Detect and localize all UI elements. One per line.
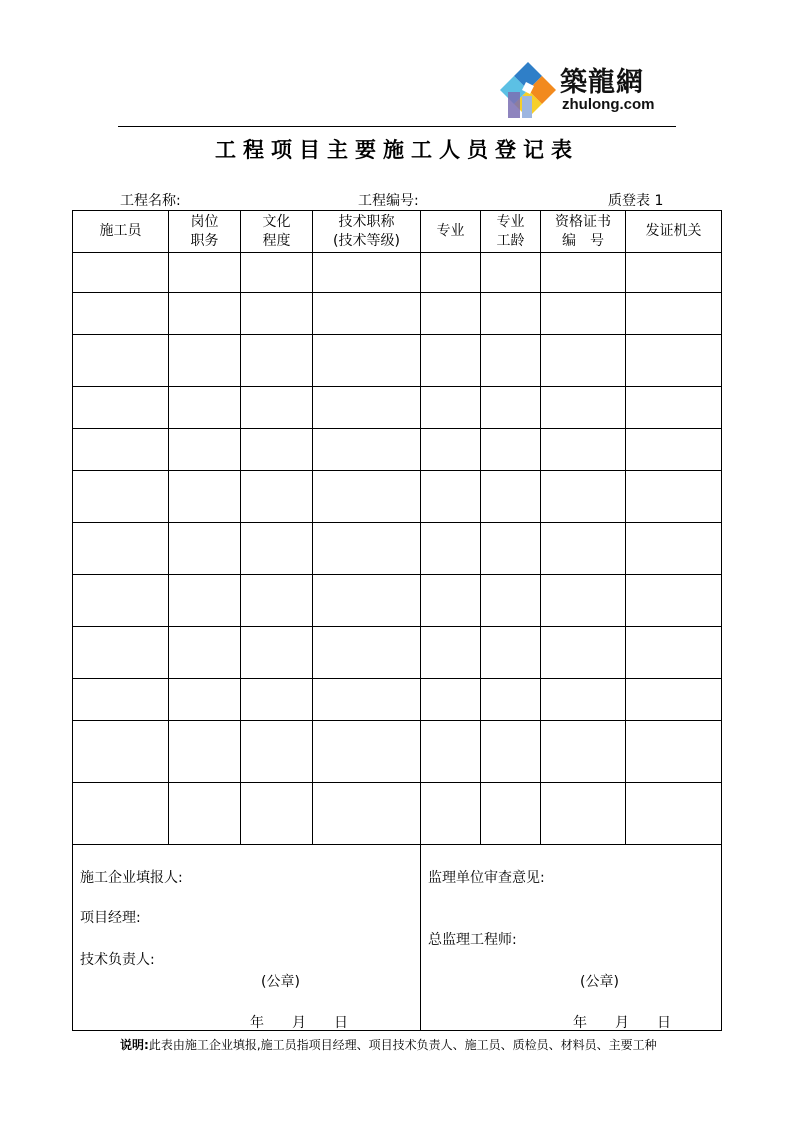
form-code: 质登表 1 — [608, 193, 664, 209]
table-cell[interactable] — [541, 627, 626, 679]
table-cell[interactable] — [626, 721, 722, 783]
table-cell[interactable] — [313, 783, 421, 845]
footnote-text: 此表由施工企业填报,施工员指项目经理、项目技术负责人、施工员、质检员、材料员、主要工种 — [148, 1038, 657, 1052]
right-seal-label: (公章) — [580, 974, 619, 990]
table-cell[interactable] — [313, 627, 421, 679]
table-cell[interactable] — [169, 721, 241, 783]
table-cell[interactable] — [541, 293, 626, 335]
table-cell[interactable] — [421, 293, 481, 335]
table-body — [73, 253, 722, 845]
header-specialty: 专业 — [421, 211, 481, 253]
header-issuer: 发证机关 — [626, 211, 722, 253]
left-seal-label: (公章) — [261, 974, 300, 990]
table-cell[interactable] — [73, 575, 169, 627]
table-row — [73, 253, 722, 293]
table-row — [73, 783, 722, 845]
table-cell[interactable] — [73, 335, 169, 387]
header-position: 岗位 职务 — [169, 211, 241, 253]
table-cell[interactable] — [73, 523, 169, 575]
table-row — [73, 335, 722, 387]
table-cell[interactable] — [421, 679, 481, 721]
table-cell[interactable] — [169, 293, 241, 335]
table-cell[interactable] — [241, 387, 313, 429]
table-cell[interactable] — [421, 627, 481, 679]
table-cell[interactable] — [541, 471, 626, 523]
table-cell[interactable] — [241, 721, 313, 783]
table-cell[interactable] — [481, 523, 541, 575]
table-cell[interactable] — [313, 523, 421, 575]
table-cell[interactable] — [73, 721, 169, 783]
logo-name-cn: 築龍網 — [560, 67, 644, 98]
table-cell[interactable] — [541, 429, 626, 471]
table-cell[interactable] — [313, 335, 421, 387]
table-cell[interactable] — [541, 721, 626, 783]
table-cell[interactable] — [541, 253, 626, 293]
table-row — [73, 627, 722, 679]
table-cell[interactable] — [313, 293, 421, 335]
table-cell[interactable] — [626, 523, 722, 575]
footnote-label: 说明: — [120, 1038, 149, 1052]
logo-name-en: zhulong.com — [562, 96, 655, 113]
project-manager-label: 项目经理: — [80, 910, 141, 926]
table-cell[interactable] — [541, 335, 626, 387]
table-cell[interactable] — [241, 783, 313, 845]
table-cell[interactable] — [421, 783, 481, 845]
table-cell[interactable] — [241, 523, 313, 575]
table-cell[interactable] — [481, 253, 541, 293]
table-cell[interactable] — [169, 335, 241, 387]
table-cell[interactable] — [626, 387, 722, 429]
table-cell[interactable] — [481, 575, 541, 627]
table-cell[interactable] — [626, 429, 722, 471]
table-cell[interactable] — [481, 387, 541, 429]
table-cell[interactable] — [169, 783, 241, 845]
signature-section — [72, 843, 722, 1031]
table-cell[interactable] — [481, 721, 541, 783]
header-education: 文化 程度 — [241, 211, 313, 253]
table-row — [73, 523, 722, 575]
tech-lead-label: 技术负责人: — [80, 952, 155, 968]
table-cell[interactable] — [626, 471, 722, 523]
table-cell[interactable] — [626, 293, 722, 335]
table-cell[interactable] — [241, 253, 313, 293]
table-cell[interactable] — [541, 575, 626, 627]
table-cell[interactable] — [313, 253, 421, 293]
table-cell[interactable] — [241, 627, 313, 679]
table-cell[interactable] — [313, 575, 421, 627]
header-rule — [118, 126, 676, 127]
table-cell[interactable] — [626, 575, 722, 627]
pinwheel-icon — [496, 56, 560, 124]
table-cell[interactable] — [313, 471, 421, 523]
table-cell[interactable] — [421, 523, 481, 575]
table-cell[interactable] — [73, 679, 169, 721]
table-cell[interactable] — [481, 783, 541, 845]
page-title: 工程项目主要施工人员登记表 — [215, 137, 579, 162]
project-code-label: 工程编号: — [358, 193, 419, 209]
table-cell[interactable] — [169, 523, 241, 575]
table-row — [73, 387, 722, 429]
table-cell[interactable] — [313, 721, 421, 783]
table-cell[interactable] — [421, 721, 481, 783]
table-cell[interactable] — [313, 387, 421, 429]
table-cell[interactable] — [73, 293, 169, 335]
table-cell[interactable] — [241, 575, 313, 627]
table-cell[interactable] — [626, 679, 722, 721]
table-cell[interactable] — [421, 575, 481, 627]
table-cell[interactable] — [73, 253, 169, 293]
table-cell[interactable] — [241, 335, 313, 387]
table-cell[interactable] — [73, 783, 169, 845]
table-row — [73, 575, 722, 627]
table-cell[interactable] — [481, 471, 541, 523]
table-cell[interactable] — [626, 335, 722, 387]
table-cell[interactable] — [541, 387, 626, 429]
right-date-label: 年 月 日 — [573, 1015, 671, 1031]
table-cell[interactable] — [626, 783, 722, 845]
table-cell[interactable] — [541, 523, 626, 575]
table-row — [73, 429, 722, 471]
table-cell[interactable] — [626, 627, 722, 679]
table-cell[interactable] — [241, 429, 313, 471]
table-cell[interactable] — [421, 429, 481, 471]
table-cell[interactable] — [626, 253, 722, 293]
signature-divider — [420, 843, 421, 1030]
table-cell[interactable] — [481, 679, 541, 721]
header-worker: 施工员 — [73, 211, 169, 253]
table-cell[interactable] — [241, 293, 313, 335]
table-header-row — [73, 211, 722, 253]
table-cell[interactable] — [481, 335, 541, 387]
table-row — [73, 471, 722, 523]
header-years: 专业 工龄 — [481, 211, 541, 253]
table-cell[interactable] — [421, 335, 481, 387]
table-cell[interactable] — [241, 679, 313, 721]
table-cell[interactable] — [421, 471, 481, 523]
table-cell[interactable] — [169, 679, 241, 721]
left-date-label: 年 月 日 — [250, 1015, 348, 1031]
footnote — [120, 1036, 657, 1053]
table-cell[interactable] — [169, 429, 241, 471]
table-row — [73, 293, 722, 335]
header-certificate: 资格证书 编 号 — [541, 211, 626, 253]
table-row — [73, 679, 722, 721]
table-cell[interactable] — [169, 253, 241, 293]
table-cell[interactable] — [73, 471, 169, 523]
supervisor-opinion-label: 监理单位审查意见: — [428, 870, 545, 886]
header-tech-title: 技术职称 (技术等级) — [313, 211, 421, 253]
table-cell[interactable] — [421, 387, 481, 429]
table-cell[interactable] — [541, 783, 626, 845]
table-cell[interactable] — [169, 471, 241, 523]
table-cell[interactable] — [73, 429, 169, 471]
personnel-table — [72, 210, 722, 845]
project-name-label: 工程名称: — [120, 193, 181, 209]
zhulong-logo — [496, 56, 676, 124]
table-cell[interactable] — [169, 575, 241, 627]
table-cell[interactable] — [241, 471, 313, 523]
table-cell[interactable] — [421, 253, 481, 293]
table-cell[interactable] — [73, 627, 169, 679]
table-cell[interactable] — [169, 627, 241, 679]
filler-label: 施工企业填报人: — [80, 870, 183, 886]
table-cell[interactable] — [541, 679, 626, 721]
table-cell[interactable] — [313, 429, 421, 471]
chief-supervisor-label: 总监理工程师: — [428, 932, 517, 948]
table-cell[interactable] — [481, 429, 541, 471]
table-row — [73, 721, 722, 783]
table-cell[interactable] — [481, 627, 541, 679]
table-cell[interactable] — [73, 387, 169, 429]
table-cell[interactable] — [481, 293, 541, 335]
table-cell[interactable] — [169, 387, 241, 429]
table-cell[interactable] — [313, 679, 421, 721]
